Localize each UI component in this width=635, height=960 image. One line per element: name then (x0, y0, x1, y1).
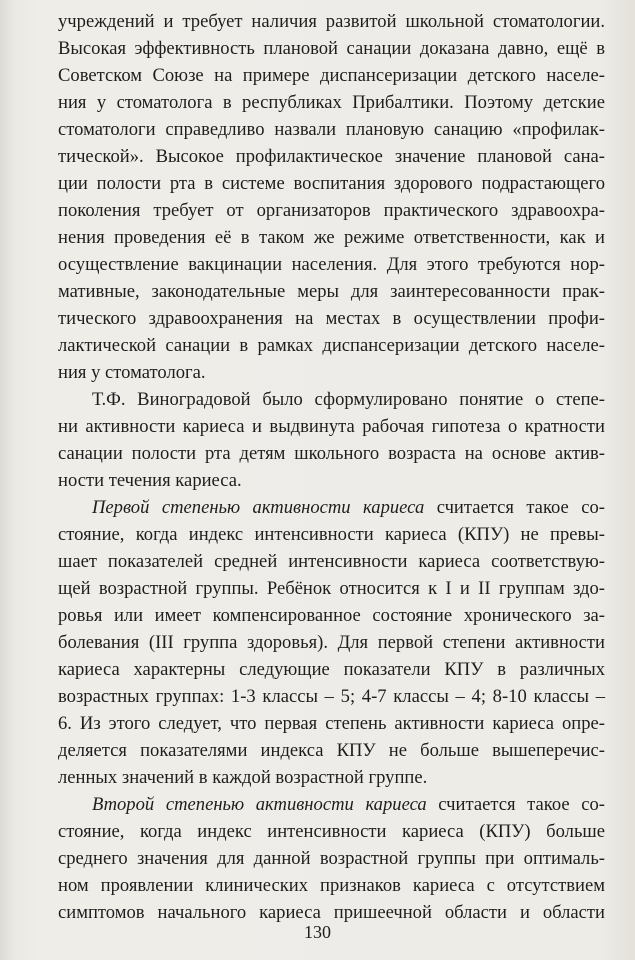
text-line: стояние, когда индекс интенсивности кариеса (КПУ) больше (58, 821, 605, 842)
paragraph-4 (58, 791, 605, 926)
text-line: ровья или имеет компенсированное состояние хронического за- (58, 605, 605, 626)
text-line: тического здравоохранения на местах в осуществлении профи- (58, 308, 605, 329)
paragraph-1 (58, 8, 605, 386)
text-line (58, 494, 605, 521)
text-line: симптомов начального кариеса пришеечной области и области (58, 902, 605, 923)
paragraph-3 (58, 494, 605, 791)
text-line: Т.Ф. Виноградовой было сформулировано понятие о степе- (92, 389, 605, 410)
text-run: считается такое со- (424, 497, 605, 518)
text-line: среднего значения для данной возрастной группы при оптималь- (58, 848, 605, 869)
text-line: 6. Из этого следует, что первая степень активности кариеса опре- (58, 713, 605, 734)
text-run: считается такое со- (426, 794, 605, 815)
text-line: кариеса характерны следующие показатели КПУ в различных (58, 659, 605, 680)
text-line: тической». Высокое профилактическое значение плановой сана- (58, 146, 605, 167)
text-line: осуществление вакцинации населения. Для этого требуются нор- (58, 254, 605, 275)
text-line: болевания (III группа здоровья). Для первой степени активности (58, 632, 605, 653)
text-line: ции полости рта в системе воспитания здорового подрастающего (58, 173, 605, 194)
text-line (58, 791, 605, 818)
italic-term: Второй степенью активности кариеса (92, 794, 427, 815)
text-line: поколения требует от организаторов практического здравоохра- (58, 200, 605, 221)
text-line: лактической санации в рамках диспансеризации детского населе- (58, 335, 605, 356)
page-text (58, 8, 605, 926)
text-line: шает показателей средней интенсивности кариеса соответствую- (58, 551, 605, 572)
text-line: ни активности кариеса и выдвинута рабочая гипотеза о кратности (58, 416, 605, 437)
text-line: ленных значений в каждой возрастной группе. (58, 767, 428, 788)
text-line: Высокая эффективность плановой санации доказана давно, ещё в (58, 38, 605, 59)
paragraph-2 (58, 386, 605, 494)
text-line: мативные, законодательные меры для заинтересованности прак- (58, 281, 605, 302)
text-line: щей возрастной группы. Ребёнок относится к I и II группам здо- (58, 578, 605, 599)
text-line: санации полости рта детям школьного возраста на основе актив- (58, 443, 605, 464)
text-line: нения проведения её в таком же режиме ответственности, как и (58, 227, 605, 248)
text-line: ния у стоматолога. (58, 362, 206, 383)
italic-term: Первой степенью активности кариеса (92, 497, 425, 518)
text-line: возрастных группах: 1-3 классы – 5; 4-7 классы – 4; 8-10 классы – (58, 686, 605, 707)
text-line: учреждений и требует наличия развитой школьной стоматологии. (58, 11, 605, 32)
page-number: 130 (304, 922, 331, 942)
text-line: стоматологи справедливо назвали плановую санацию «профилак- (58, 119, 605, 140)
text-line: деляется показателями индекса КПУ не больше вышеперечис- (58, 740, 605, 761)
text-line: ности течения кариеса. (58, 470, 242, 491)
text-line: ния у стоматолога в республиках Прибалтики. Поэтому детские (58, 92, 605, 113)
text-line: стояние, когда индекс интенсивности кариеса (КПУ) не превы- (58, 524, 605, 545)
text-line: Советском Союзе на примере диспансеризации детского населе- (58, 65, 605, 86)
text-line: ном проявлении клинических признаков кариеса с отсутствием (58, 875, 605, 896)
